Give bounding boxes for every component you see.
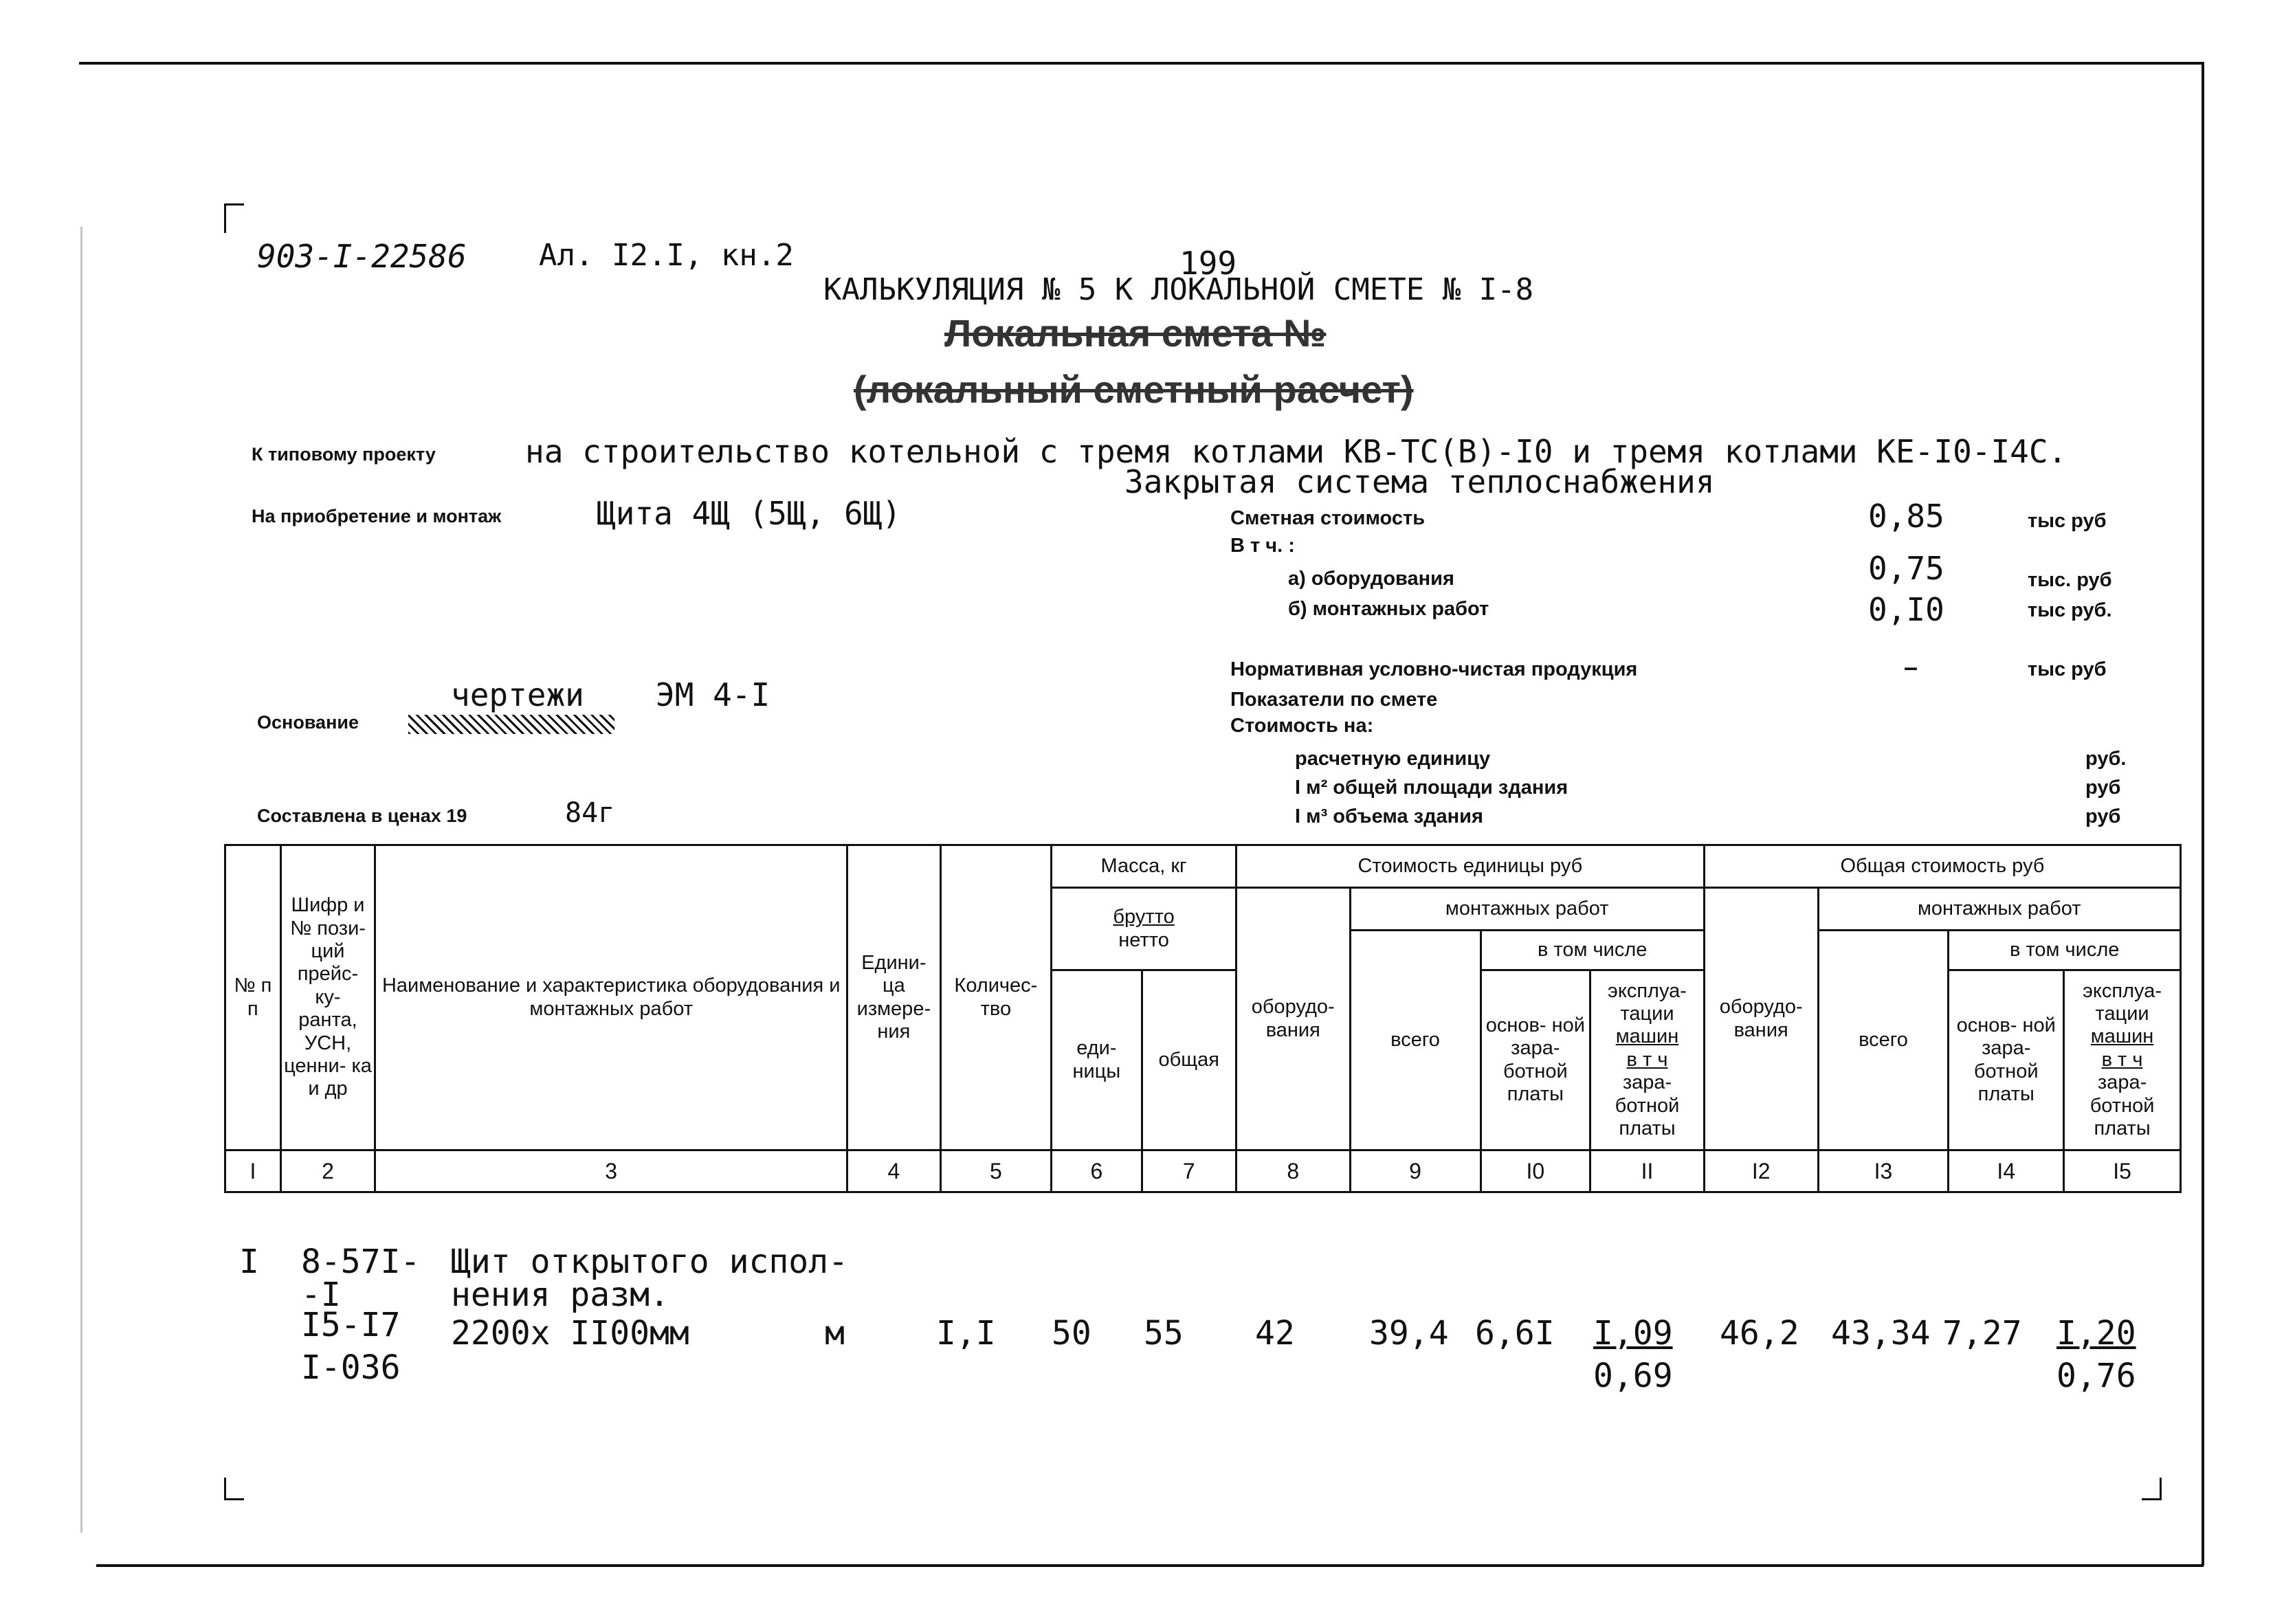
- estimate-table-header: [224, 844, 2182, 1193]
- top-border: [79, 62, 2203, 65]
- basis-code: ЭМ 4-I: [656, 676, 770, 713]
- row-number: I: [239, 1243, 259, 1281]
- volume-cost-label: I м³ объема здания: [1295, 805, 1483, 827]
- net-production-unit: тыс руб: [2028, 658, 2107, 680]
- row-wage-total: 7,27: [1942, 1314, 2022, 1353]
- install-unit: тыс руб.: [2028, 599, 2112, 621]
- col-number: I4: [1949, 1150, 2064, 1192]
- prices-year: 84г: [565, 797, 615, 829]
- machine-label-u: машин: [2090, 1025, 2154, 1048]
- total-cost-header: Общая стоимость руб: [1704, 845, 2180, 888]
- estimate-unit: тыс руб: [2028, 510, 2107, 532]
- row-code-3: I5-I7: [301, 1306, 401, 1344]
- col-number: I: [225, 1150, 281, 1192]
- row-install-all-total: 43,34: [1831, 1314, 1931, 1353]
- incl-label: В т ч. :: [1230, 535, 1295, 557]
- page-number: 199: [1179, 245, 1237, 282]
- install-label: б) монтажных работ: [1288, 598, 1489, 620]
- row-equipment-unit: 42: [1255, 1314, 1295, 1353]
- document-code: 903-I-22586: [257, 238, 467, 275]
- unit-cost-unit: руб.: [2085, 748, 2127, 770]
- row-mass-total: 55: [1144, 1314, 1184, 1353]
- col-number: II: [1590, 1150, 1705, 1192]
- row-machine: I,09: [1593, 1314, 1673, 1353]
- equipment-value: 0,75: [1868, 550, 1944, 587]
- col-number: I2: [1704, 1150, 1818, 1192]
- row-mass-unit: 50: [1052, 1314, 1091, 1353]
- row-install-all: 39,4: [1369, 1314, 1449, 1353]
- col-number: 6: [1052, 1150, 1142, 1192]
- unit-all-header: всего: [1350, 931, 1481, 1150]
- indicators-label: Показатели по смете: [1230, 689, 1438, 711]
- netto-label: нетто: [1118, 928, 1169, 951]
- row-code-2: -I: [301, 1276, 341, 1314]
- column-number-row: [225, 1150, 2181, 1192]
- unit-machine-header: [1590, 970, 1705, 1150]
- area-cost-label: I м² общей площади здания: [1295, 777, 1568, 799]
- machine-label-u: машин: [1615, 1025, 1679, 1048]
- row-unit: м: [825, 1314, 845, 1353]
- volume-cost-unit: руб: [2085, 805, 2121, 827]
- basis-label: Основание: [257, 712, 359, 733]
- row-name-2: нения разм.: [451, 1276, 669, 1314]
- prices-label: Составлена в ценах 19: [257, 805, 467, 826]
- col-number: I5: [2064, 1150, 2181, 1192]
- mass-unit-header: еди- ницы: [1052, 970, 1142, 1150]
- project-text: на строительство котельной с тремя котлами КВ-ТС(В)-I0 и тремя котлами КЕ-I0-I4С.: [525, 433, 2067, 470]
- machine-label: эксплуа- тации: [2083, 979, 2162, 1025]
- mass-total-header: общая: [1142, 970, 1236, 1150]
- col-number: 8: [1236, 1150, 1350, 1192]
- equipment-unit: тыс. руб: [2028, 569, 2112, 591]
- col-number: 5: [940, 1150, 1052, 1192]
- col-number: 4: [847, 1150, 940, 1192]
- machine-wage-label: зара- ботной платы: [2089, 1071, 2155, 1139]
- col-code-header: Шифр и № пози- ций прейс- ку- ранта, УСН, ценни- ка и др: [280, 845, 375, 1150]
- machine-incl-label: в т ч: [2101, 1048, 2143, 1071]
- project-subtext: Закрытая система теплоснабжения: [1124, 463, 1715, 500]
- col-number: 7: [1142, 1150, 1236, 1192]
- right-border: [2202, 62, 2204, 1566]
- net-production-value: –: [1904, 653, 1918, 681]
- equipment-label: а) оборудования: [1288, 568, 1454, 590]
- total-machine-header: [2064, 970, 2181, 1150]
- bottom-border: [96, 1564, 2204, 1567]
- net-production-label: Нормативная условно-чистая продукция: [1230, 658, 1638, 680]
- corner-mark-bottom-right: [2142, 1478, 2162, 1500]
- cost-per-label: Стоимость на:: [1230, 715, 1374, 737]
- row-name-1: Щит открытого испол-: [451, 1243, 848, 1281]
- left-tick: [80, 227, 82, 1533]
- col-number: 3: [375, 1150, 847, 1192]
- row-code-1: 8-57I-: [301, 1243, 421, 1281]
- machine-incl-label: в т ч: [1626, 1048, 1668, 1071]
- estimate-label: Сметная стоимость: [1230, 507, 1426, 529]
- corner-mark-top-left: [224, 203, 244, 233]
- crossed-title-1: Локальная смета №: [944, 311, 1327, 355]
- row-machine-total: I,20: [2056, 1314, 2136, 1353]
- unit-cost-header: Стоимость единицы руб: [1236, 845, 1704, 888]
- row-qty: I,I: [936, 1314, 996, 1353]
- row-equipment-total: 46,2: [1720, 1314, 1799, 1353]
- row-name-3: 2200х II00мм: [451, 1314, 689, 1353]
- col-num-header: № п п: [225, 845, 281, 1150]
- project-label: К типовому проекту: [252, 444, 436, 465]
- unit-incl-header: в том числе: [1481, 931, 1704, 970]
- row-machine-wage: 0,69: [1593, 1357, 1673, 1395]
- basis-value: чертежи: [451, 676, 584, 713]
- mass-header: Масса, кг: [1052, 845, 1237, 888]
- col-unit-header: Едини- ца измере- ния: [847, 845, 940, 1150]
- basis-crossed-scribble: [408, 715, 614, 734]
- purchase-label: На приобретение и монтаж: [252, 506, 502, 526]
- total-equipment-header: оборудо- вания: [1704, 888, 1818, 1150]
- col-number: 2: [280, 1150, 375, 1192]
- total-install-header: монтажных работ: [1818, 888, 2181, 931]
- install-value: 0,I0: [1868, 591, 1944, 628]
- unit-equipment-header: оборудо- вания: [1236, 888, 1350, 1150]
- col-number: I0: [1481, 1150, 1590, 1192]
- purchase-value: Щита 4Щ (5Щ, 6Щ): [597, 495, 902, 532]
- col-qty-header: Количес- тво: [940, 845, 1052, 1150]
- row-wage: 6,6I: [1475, 1314, 1555, 1353]
- unit-install-header: монтажных работ: [1350, 888, 1704, 931]
- total-wage-header: основ- ной зара- ботной платы: [1949, 970, 2064, 1150]
- row-code-4: I-036: [301, 1348, 401, 1387]
- unit-cost-label: расчетную единицу: [1295, 748, 1491, 770]
- total-incl-header: в том числе: [1949, 931, 2181, 970]
- corner-mark-bottom-left: [224, 1478, 244, 1500]
- col-name-header: Наименование и характеристика оборудования и монтажных работ: [375, 845, 847, 1150]
- crossed-title-2: (локальный сметный расчет): [854, 368, 1414, 411]
- col-number: 9: [1350, 1150, 1481, 1192]
- brutto-label: брутто: [1113, 906, 1175, 928]
- album-label: Ал. I2.I, кн.2: [539, 238, 794, 273]
- total-all-header: всего: [1818, 931, 1949, 1150]
- col-number: I3: [1818, 1150, 1949, 1192]
- machine-label: эксплуа- тации: [1608, 979, 1687, 1025]
- calculation-title: КАЛЬКУЛЯЦИЯ № 5 К ЛОКАЛЬНОЙ СМЕТЕ № I-8: [823, 272, 1534, 307]
- machine-wage-label: зара- ботной платы: [1615, 1071, 1680, 1139]
- row-machine-wage-total: 0,76: [2056, 1357, 2136, 1395]
- area-cost-unit: руб: [2085, 777, 2121, 799]
- estimate-value: 0,85: [1868, 498, 1944, 535]
- unit-wage-header: основ- ной зара- ботной платы: [1481, 970, 1590, 1150]
- brutto-netto-header: [1052, 888, 1237, 970]
